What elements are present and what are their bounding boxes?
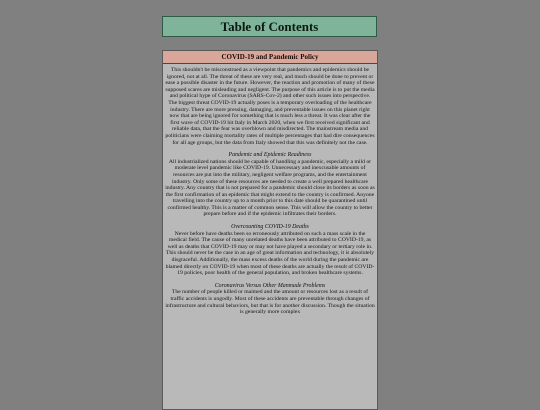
article-title: COVID-19 and Pandemic Policy [221, 53, 319, 61]
section-heading-manmade-problems: Coronavirus Versus Other Manmade Problems [214, 282, 326, 289]
article-panel [162, 50, 378, 410]
toc-title: Table of Contents [220, 18, 319, 34]
table-of-contents-button[interactable] [162, 16, 377, 37]
section-text-overcounting: Never before have deaths been so erroneously attributed on such a mass scale in the medical field. The cause of many unrelated deaths have been attributed to COVID-19, as well as deaths that COVID-19 may or may not have played a secondary or tertiary role in. This should never be the case in an age of great information and technology, it is absolutely disgraceful. Additionally, the mass excess deaths of the world during the pandemic are blamed directly on COVID-19 when most of these deaths are actually the result of COVID-19 policies, poor health of the general population, and broken healthcare systems. [165, 230, 375, 277]
section-heading-overcounting: Overcounting COVID-19 Deaths [231, 224, 309, 231]
section-heading-readiness: Pandemic and Epidemic Readiness [228, 152, 312, 159]
section-text-manmade-problems: The number of people killed or maimed and the amount or resources lost as a result of traffic accidents is ungodly. Most of these accidents are preventable through changes of infrastructure and cultural behaviors, but that is for another discussion. Though the situation is generally more complex [165, 289, 375, 316]
section-text-readiness: All industrialized nations should be capable of handling a pandemic, especially a mild or moderate level pandemic like COVID-19. Unnecessary and inexcusable amounts of resources are put into the military, negligent welfare programs, and the entertainment industry. Only some of these resources are needed to create a well prepared healthcare industry. Any country that is not prepared for a pandemic should close its borders as soon as the first confirmation of an epidemic that might extend to the country is confirmed. Anyone travelling into the country up to a month prior to this date should be quarantined until confirmed healthy. This is a matter of common sense. This will allow the country to better prepare before and if the epidemic infiltrates their borders. [165, 158, 375, 218]
intro-paragraph: This shouldn't be misconstrued as a viewpoint that pandemics and epidemics should be ignored, not at all. The threat of these are very real, and much should be done to prevent or ease a possible disaster in the future. However, the reaction and promotion of many of these supposed scares are misleading and negligent. The purpose of this article is to put the media and political hype of Coronavirus (SARS-Cov-2) and other such issues into perspective. The biggest threat COVID-19 actually poses is a temporary overloading of the healthcare industry. There are more pressing, damaging, and preventable issues on this planet right now that are being ignored for something that is much less a threat. It was clear after the first wave of COVID-19 hit Italy in March 2020, when we first received significant and reliable data, that the fear was overblown and misdirected. The mainstream media and politicians were claiming mortality rates of multiple percentages that had dire consequences for all age groups, but the data from Italy showed that this was definitely not the case. [165, 67, 375, 146]
article-content [163, 64, 377, 316]
article-title-bar [163, 51, 377, 64]
